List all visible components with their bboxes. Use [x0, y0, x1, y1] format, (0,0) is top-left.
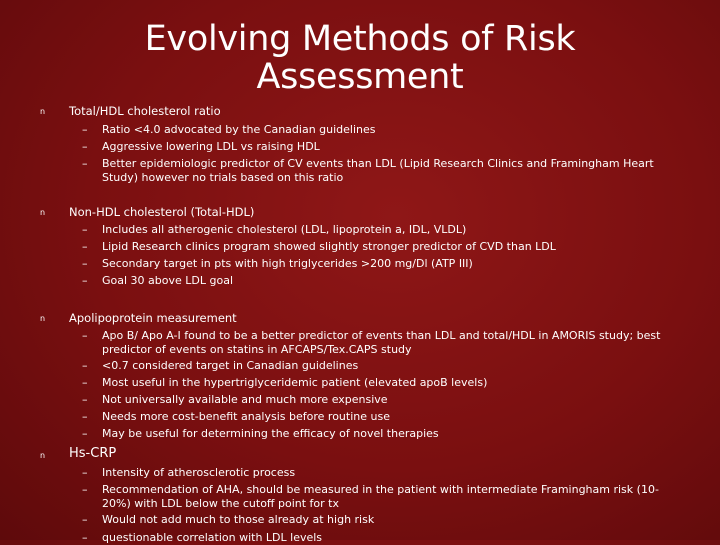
sub-item-text: Goal 30 above LDL goal	[102, 274, 234, 287]
section-heading: Non-HDL cholesterol (Total-HDL)	[69, 205, 255, 219]
sub-item-text: Needs more cost-benefit analysis before routine use	[102, 410, 390, 423]
dash-bullet-icon: –	[82, 257, 88, 270]
sub-item-text: Lipid Research clinics program showed slightly stronger predictor of CVD than LDL	[102, 240, 556, 253]
dash-bullet-icon: –	[82, 483, 88, 496]
dash-bullet-icon: –	[82, 359, 88, 372]
dash-bullet-icon: –	[82, 393, 88, 406]
dash-bullet-icon: –	[82, 410, 88, 423]
slide-title: Evolving Methods of Risk Assessment	[144, 19, 576, 97]
dash-bullet-icon: –	[82, 223, 88, 236]
dash-bullet-icon: –	[82, 240, 88, 253]
sub-item-text: May be useful for determining the efficacy of novel therapies	[102, 427, 439, 440]
sub-item-text: Most useful in the hypertriglyceridemic patient (elevated apoB levels)	[102, 376, 488, 389]
dash-bullet-icon: –	[82, 427, 88, 440]
dash-bullet-icon: –	[82, 274, 88, 287]
sub-item-text: Would not add much to those already at high risk	[102, 513, 375, 526]
sub-item-text: Intensity of atherosclerotic process	[102, 466, 296, 479]
dash-bullet-icon: –	[82, 140, 88, 153]
sub-item-text: Recommendation of AHA, should be measured in the patient with intermediate Framingham risk (10-20%) with LDL below the cutoff point for tx	[102, 483, 659, 510]
sub-item-text: questionable correlation with LDL levels	[102, 531, 323, 544]
section-heading: Hs-CRP	[69, 446, 117, 461]
section-heading: Apolipoprotein measurement	[69, 311, 237, 325]
dash-bullet-icon: –	[82, 329, 88, 342]
square-bullet-icon: n	[40, 451, 46, 460]
sub-item-text: Ratio <4.0 advocated by the Canadian guidelines	[102, 123, 376, 136]
dash-bullet-icon: –	[82, 157, 88, 170]
sub-item-text: <0.7 considered target in Canadian guidelines	[102, 359, 359, 372]
square-bullet-icon: n	[40, 107, 46, 116]
sub-item-text: Not universally available and much more expensive	[102, 393, 388, 406]
dash-bullet-icon: –	[82, 123, 88, 136]
dash-bullet-icon: –	[82, 466, 88, 479]
square-bullet-icon: n	[40, 208, 46, 217]
sub-item-text: Secondary target in pts with high triglycerides >200 mg/Dl (ATP III)	[102, 257, 473, 270]
section-heading: Total/HDL cholesterol ratio	[69, 104, 221, 118]
dash-bullet-icon: –	[82, 376, 88, 389]
square-bullet-icon: n	[40, 314, 46, 323]
sub-item-text: Includes all atherogenic cholesterol (LDL, lipoprotein a, IDL, VLDL)	[102, 223, 467, 236]
sub-item-text: Aggressive lowering LDL vs raising HDL	[102, 140, 320, 153]
dash-bullet-icon: –	[82, 513, 88, 526]
sub-item-text: Better epidemiologic predictor of CV events than LDL (Lipid Research Clinics and Framingham Heart Study) however no trials based on this ratio	[102, 157, 654, 184]
dash-bullet-icon: –	[82, 531, 88, 544]
sub-item-text: Apo B/ Apo A-I found to be a better predictor of events than LDL and total/HDL in AMORIS study; best predictor of events on statins in AFCAPS/Tex.CAPS study	[102, 329, 661, 356]
